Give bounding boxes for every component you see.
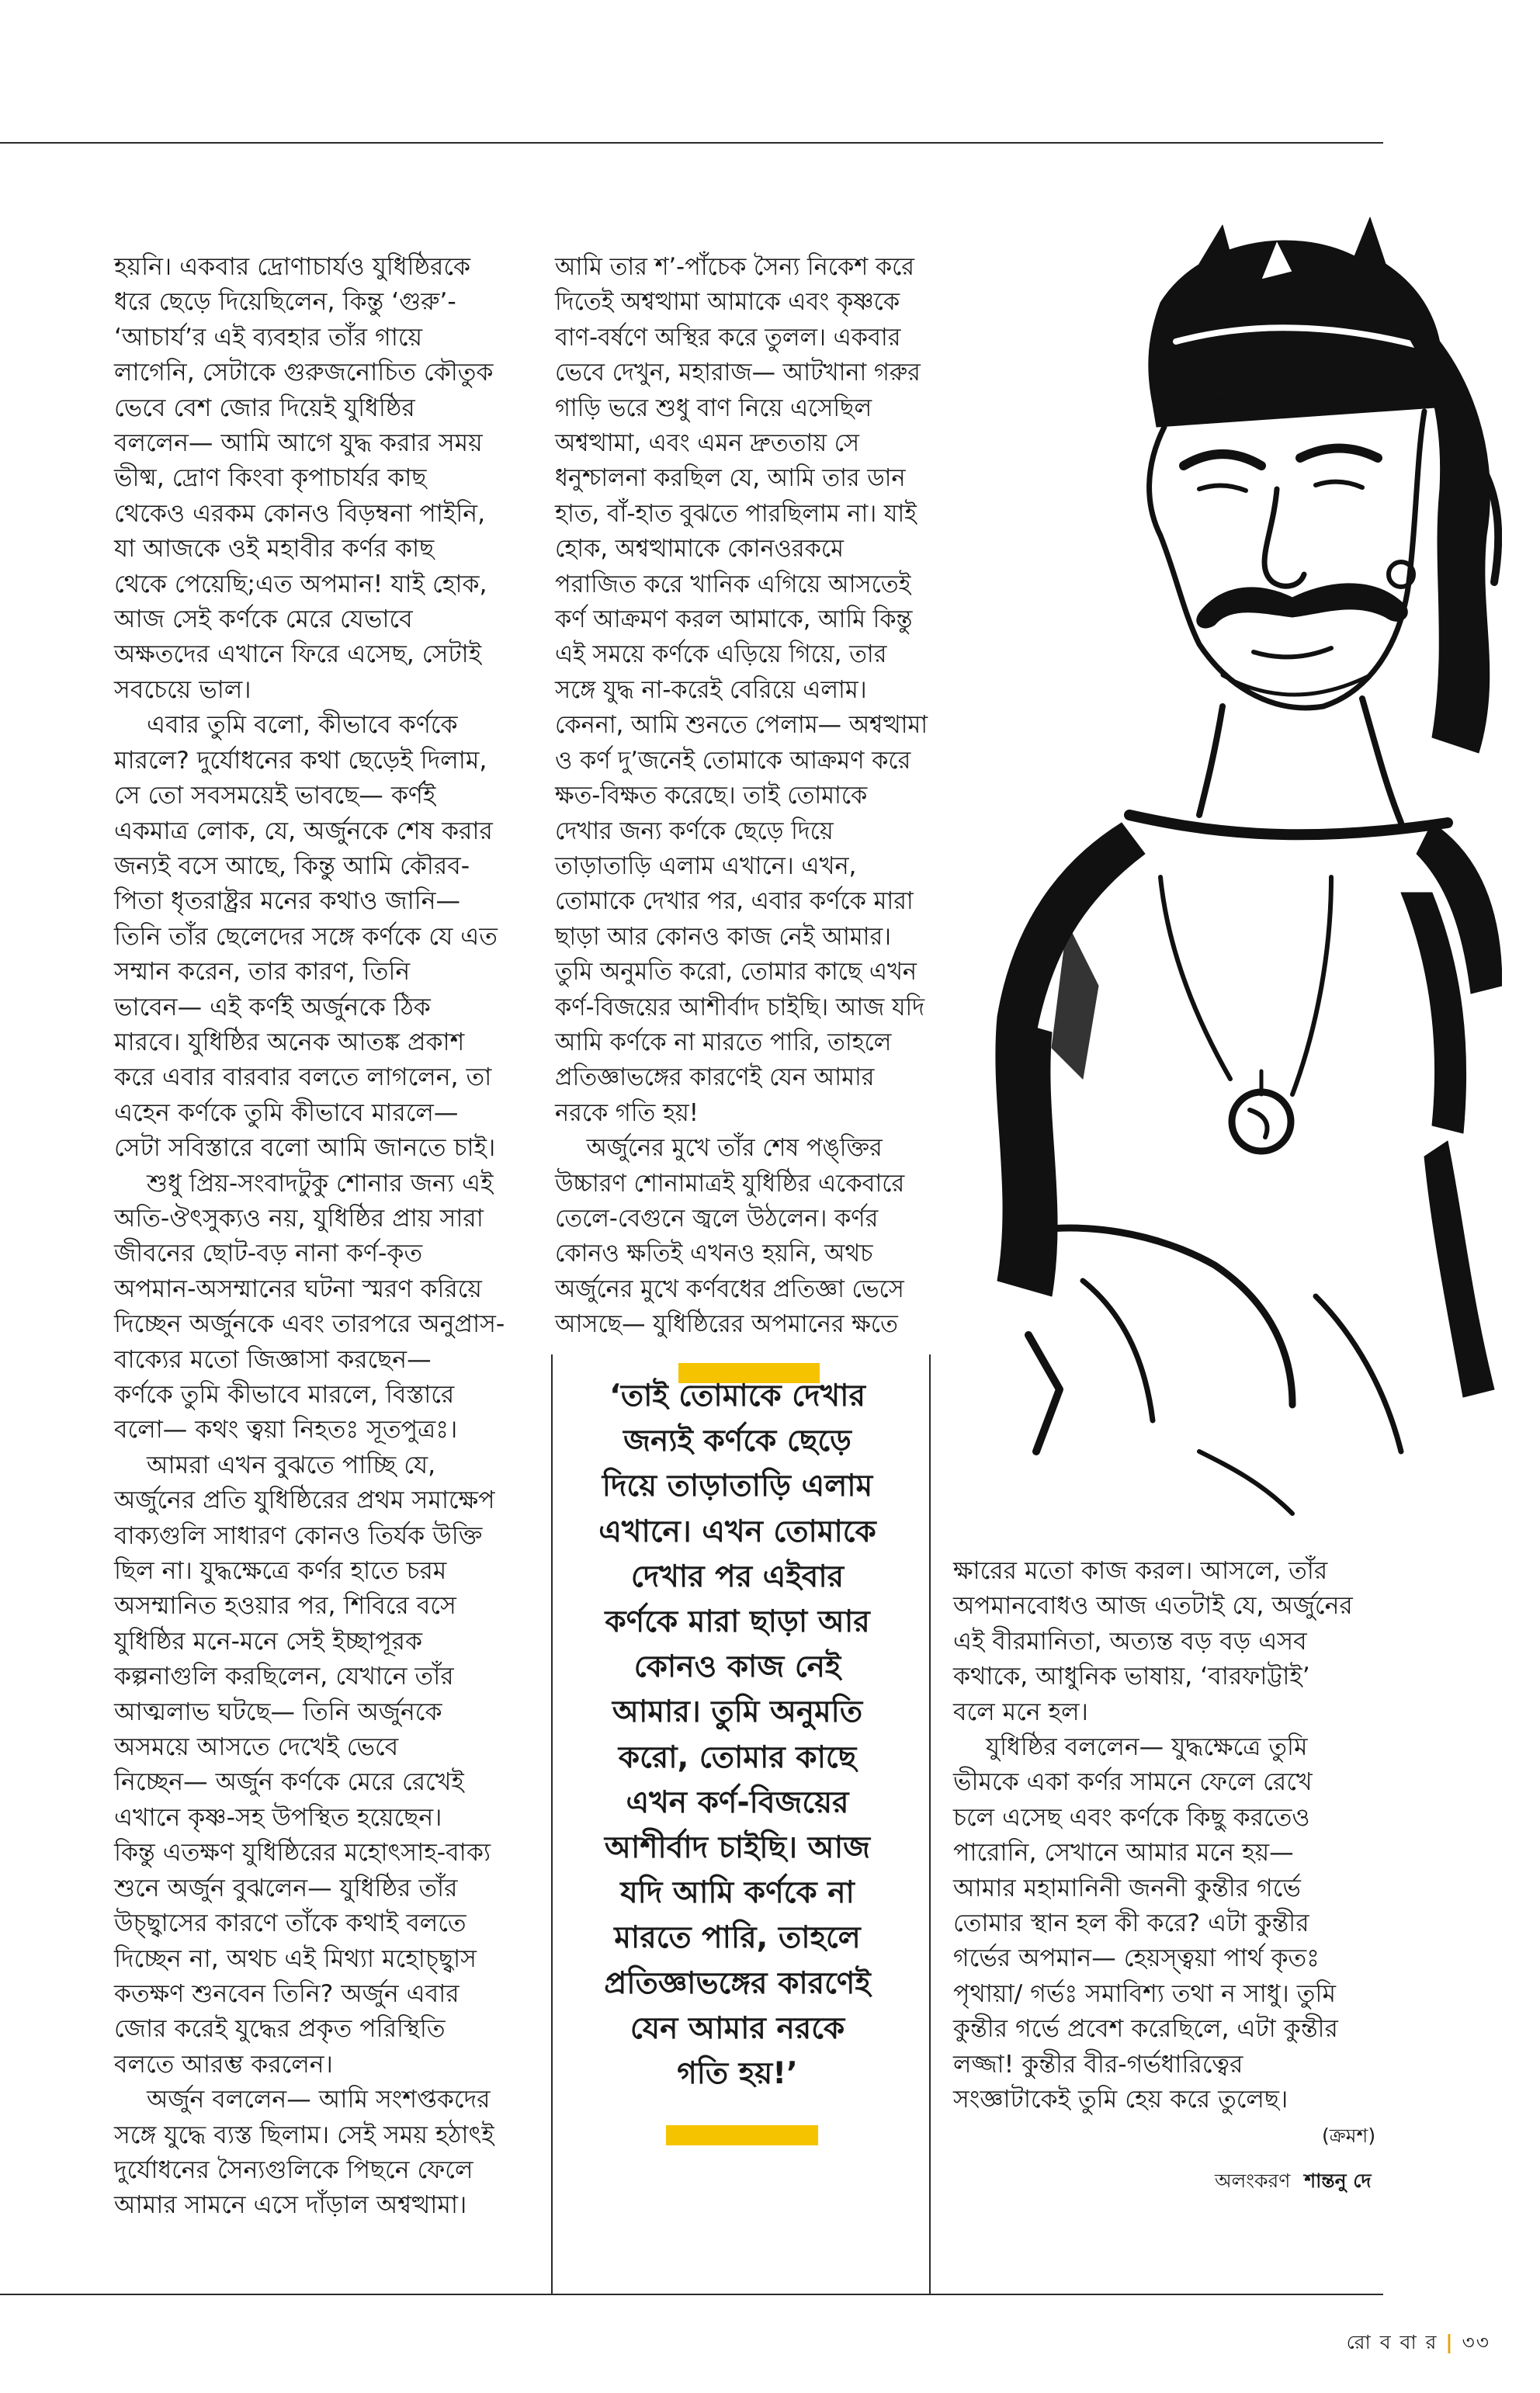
- text-line: ভাবেন— এই কর্ণই অর্জুনকে ঠিক: [114, 993, 431, 1021]
- credit-label: অলংকরণ: [1215, 2169, 1291, 2192]
- text-line: যুধিষ্ঠির মনে-মনে সেই ইচ্ছাপূরক: [114, 1627, 423, 1656]
- text-line: শুধু প্রিয়-সংবাদটুকু শোনার জন্য এই: [147, 1169, 494, 1198]
- text-line: দিচ্ছেন না, অথচ এই মিথ্যা মহোচ্ছ্বাস: [114, 1944, 477, 1973]
- text-line: একমাত্র লোক, যে, অর্জুনকে শেষ করার: [114, 817, 493, 845]
- text-line: আজ সেই কর্ণকে মেরে যেভাবে: [114, 605, 413, 634]
- pullquote-line: যদি আমি কর্ণকে না: [620, 1875, 855, 1911]
- text-line: চলে এসেছ এবং কর্ণকে কিছু করতেও: [953, 1803, 1310, 1832]
- text-line: কেননা, আমি শুনতে পেলাম— অশ্বত্থামা: [555, 711, 928, 740]
- text-line: অসম্মানিত হওয়ার পর, শিবিরে বসে: [114, 1592, 456, 1621]
- text-line: সম্মান করেন, তার কারণ, তিনি: [114, 958, 411, 987]
- text-line: গর্ভের অপমান— হেয়স্ত্বয়া পার্থ কৃতঃ: [953, 1944, 1320, 1973]
- text-line: ধরে ছেড়ে দিয়েছিলেন, কিন্তু ‘গুরু’-: [114, 288, 456, 317]
- text-line: জন্যই বসে আছে, কিন্তু আমি কৌরব-: [114, 851, 470, 880]
- text-line: কর্ণ আক্রমণ করল আমাকে, আমি কিন্তু: [555, 605, 913, 634]
- text-line: করে এবার বারবার বলতে লাগলেন, তা: [114, 1063, 492, 1092]
- pullquote-line: কর্ণকে মারা ছাড়া আর: [605, 1604, 870, 1640]
- text-line: মারবে। যুধিষ্ঠির অনেক আতঙ্ক প্রকাশ: [114, 1028, 465, 1056]
- article-column-1: [114, 250, 505, 2224]
- text-line: কল্পনাগুলি করছিলেন, যেখানে তাঁর: [114, 1663, 454, 1691]
- text-line: থেকেও এরকম কোনও বিড়ম্বনা পাইনি,: [114, 499, 486, 528]
- text-line: কর্ণকে তুমি কীভাবে মারলে, বিস্তারে: [114, 1381, 455, 1409]
- text-line: তুমি অনুমতি করো, তোমার কাছে এখন: [555, 958, 917, 987]
- text-line: বলে মনে হল।: [953, 1698, 1088, 1726]
- page-footer: [1347, 2327, 1490, 2360]
- text-line: তোমাকে দেখার পর, এবার কর্ণকে মারা: [555, 887, 914, 916]
- text-line: তেলে-বেগুনে জ্বলে উঠলেন। কর্ণর: [555, 1204, 879, 1233]
- text-line: অক্ষতদের এখানে ফিরে এসেছ, সেটাই: [114, 640, 482, 669]
- text-line: উচ্ছ্বাসের কারণে তাঁকে কথাই বলতে: [114, 1909, 467, 1938]
- text-line: অর্জুন বললেন— আমি সংশপ্তকদের: [147, 2086, 491, 2114]
- text-line: লাগেনি, সেটাকে গুরুজনোচিত কৌতুক: [114, 359, 494, 387]
- continued-note: (ক্রমশ): [1322, 2124, 1376, 2147]
- text-line: অর্জুনের মুখে কর্ণবধের প্রতিজ্ঞা ভেসে: [555, 1275, 904, 1303]
- text-line: এখানে কৃষ্ণ-সহ উপস্থিত হয়েছেন।: [114, 1803, 442, 1832]
- warrior-illustration: [966, 210, 1502, 1521]
- text-line: এই সময়ে কর্ণকে এড়িয়ে গিয়ে, তার: [555, 640, 887, 669]
- text-line: জীবনের ছোট-বড় নানা কর্ণ-কৃত: [114, 1240, 423, 1268]
- text-line: ভীমকে একা কর্ণর সামনে ফেলে রেখে: [953, 1768, 1313, 1797]
- text-line: আসছে— যুধিষ্ঠিরের অপমানের ক্ষতে: [555, 1310, 898, 1339]
- footer-separator: |: [1445, 2331, 1455, 2353]
- pullquote-line: মারতে পারি, তাহলে: [614, 1920, 861, 1956]
- text-line: অপমান-অসম্মানের ঘটনা স্মরণ করিয়ে: [114, 1275, 482, 1303]
- column-divider-right: [929, 1354, 931, 2294]
- text-line: বললেন— আমি আগে যুদ্ধ করার সময়: [114, 429, 483, 458]
- illustration-credit: [1215, 2166, 1372, 2199]
- text-line: তাড়াতাড়ি এলাম এখানে। এখন,: [555, 851, 857, 880]
- text-line: বাক্যের মতো জিজ্ঞাসা করছেন—: [114, 1345, 432, 1374]
- text-line: আমরা এখন বুঝতে পাচ্ছি যে,: [147, 1451, 436, 1479]
- text-line: পৃথায়া/ গর্ভঃ সমাবিশ্য তথা ন সাধু। তুমি: [953, 1979, 1336, 2008]
- text-line: অর্জুনের প্রতি যুধিষ্ঠিরের প্রথম সমাক্ষেপ: [114, 1486, 495, 1515]
- pullquote-line: এখন কর্ণ-বিজয়ের: [626, 1784, 849, 1820]
- pullquote-line: করো, তোমার কাছে: [618, 1739, 857, 1775]
- text-line: তিনি তাঁর ছেলেদের সঙ্গে কর্ণকে যে এত: [114, 922, 498, 951]
- text-line: পরাজিত করে খানিক এগিয়ে আসতেই: [555, 570, 911, 598]
- text-line: দিতেই অশ্বত্থামা আমাকে এবং কৃষ্ণকে: [555, 288, 900, 317]
- text-line: থেকে পেয়েছি;এত অপমান! যাই হোক,: [114, 570, 487, 598]
- text-line: শুনে অর্জুন বুঝলেন— যুধিষ্ঠির তাঁর: [114, 1874, 458, 1902]
- text-line: দিচ্ছেন অর্জুনকে এবং তারপরে অনুপ্রাস-: [114, 1310, 505, 1339]
- pullquote-line: আমার। তুমি অনুমতি: [612, 1694, 863, 1730]
- credit-artist: শান্তনু দে: [1304, 2169, 1372, 2192]
- text-line: পারোনি, সেখানে আমার মনে হয়—: [953, 1839, 1294, 1868]
- text-line: গাড়ি ভরে শুধু বাণ নিয়ে এসেছিল: [555, 394, 872, 422]
- text-line: ধনুশ্চালনা করছিল যে, আমি তার ডান: [555, 464, 906, 493]
- text-line: ‘আচার্য’র এই ব্যবহার তাঁর গায়ে: [114, 323, 423, 352]
- text-line: বলো— কথং ত্বয়া নিহতঃ সূতপুত্রঃ।: [114, 1416, 458, 1444]
- pullquote-line: দিয়ে তাড়াতাড়ি এলাম: [602, 1469, 873, 1504]
- text-line: সে তো সবসময়েই ভাবছে— কর্ণই: [114, 782, 436, 810]
- text-line: ছাড়া আর কোনও কাজ নেই আমার।: [555, 922, 892, 951]
- text-line: অতি-ঔৎসুক্যও নয়, যুধিষ্ঠির প্রায় সারা: [114, 1204, 484, 1233]
- text-line: ক্ষারের মতো কাজ করল। আসলে, তাঁর: [953, 1557, 1328, 1585]
- text-line: যা আজকে ওই মহাবীর কর্ণর কাছ: [114, 535, 435, 564]
- text-line: কতক্ষণ শুনবেন তিনি? অর্জুন এবার: [114, 1979, 460, 2008]
- text-line: তোমার স্থান হল কী করে? এটা কুন্তীর: [953, 1909, 1309, 1938]
- text-line: অসময়ে আসতে দেখেই ভেবে: [114, 1733, 399, 1762]
- text-line: ভেবে দেখুন, মহারাজ— আটখানা গরুর: [555, 359, 921, 387]
- text-line: কুন্তীর গর্ভে প্রবেশ করেছিলে, এটা কুন্তীর: [953, 2015, 1338, 2044]
- text-line: সেটা সবিস্তারে বলো আমি জানতে চাই।: [114, 1134, 496, 1163]
- pullquote-line: আশীর্বাদ চাইছি। আজ: [604, 1830, 871, 1866]
- text-line: হাত, বাঁ-হাত বুঝতে পারছিলাম না। যাই: [555, 499, 917, 528]
- text-line: এহেন কর্ণকে তুমি কীভাবে মারলে—: [114, 1098, 459, 1127]
- pullquote-line: গতি হয়!’: [677, 2056, 798, 2092]
- text-line: কিন্তু এতক্ষণ যুধিষ্ঠিরের মহোৎসাহ-বাক্য: [114, 1839, 491, 1868]
- text-line: ভেবে বেশ জোর দিয়েই যুধিষ্ঠির: [114, 394, 415, 422]
- article-column-3: [953, 1554, 1353, 2118]
- text-line: জোর করেই যুদ্ধের প্রকৃত পরিস্থিতি: [114, 2015, 446, 2044]
- page-number: ৩৩: [1462, 2331, 1490, 2353]
- text-line: কোনও ক্ষতিই এখনও হয়নি, অথচ: [555, 1240, 873, 1268]
- text-line: অপমানবোধও আজ এতটাই যে, অর্জুনের: [953, 1592, 1353, 1621]
- text-line: হোক, অশ্বত্থামাকে কোনওরকমে: [555, 535, 844, 564]
- pullquote: [556, 1374, 919, 2096]
- text-line: মারলে? দুর্যোধনের কথা ছেড়েই দিলাম,: [114, 746, 487, 775]
- text-line: কর্ণ-বিজয়ের আশীর্বাদ চাইছি। আজ যদি: [555, 993, 925, 1021]
- text-line: আমার মহামানিনী জননী কুন্তীর গর্ভে: [953, 1874, 1301, 1902]
- pullquote-line: কোনও কাজ নেই: [633, 1649, 841, 1685]
- article-column-2: [555, 250, 942, 1343]
- magazine-name: রো ব বা র: [1346, 2331, 1438, 2353]
- text-line: সংজ্ঞাটাকেই তুমি হেয় করে তুলেছ।: [953, 2086, 1289, 2114]
- pullquote-bottom-bar: [666, 2125, 818, 2145]
- text-line: ক্ষত-বিক্ষত করেছে। তাই তোমাকে: [555, 782, 868, 810]
- pullquote-line: এখানে। এখন তোমাকে: [598, 1514, 876, 1549]
- pullquote-line: প্রতিজ্ঞাভঙ্গের কারণেই: [604, 1965, 871, 2001]
- text-line: কথাকে, আধুনিক ভাষায়, ‘বারফাট্টাই’: [953, 1663, 1310, 1691]
- text-line: আমার সামনে এসে দাঁড়াল অশ্বত্থামা।: [114, 2191, 467, 2220]
- text-line: উচ্চারণ শোনামাত্রই যুধিষ্ঠির একেবারে: [555, 1169, 905, 1198]
- text-line: আমি কর্ণকে না মারতে পারি, তাহলে: [555, 1028, 892, 1056]
- text-line: পিতা ধৃতরাষ্ট্রর মনের কথাও জানি—: [114, 887, 461, 916]
- text-line: এই বীরমানিতা, অত্যন্ত বড় বড় এসব: [953, 1627, 1307, 1656]
- text-line: যুধিষ্ঠির বললেন— যুদ্ধক্ষেত্রে তুমি: [986, 1733, 1308, 1762]
- text-line: অশ্বত্থামা, এবং এমন দ্রুততায় সে: [555, 429, 860, 458]
- text-line: বলতে আরম্ভ করলেন।: [114, 2050, 333, 2079]
- text-line: লজ্জা! কুন্তীর বীর-গর্ভধারিত্বের: [953, 2050, 1243, 2079]
- pullquote-line: দেখার পর এইবার: [630, 1559, 845, 1594]
- text-line: সঙ্গে যুদ্ধে ব্যস্ত ছিলাম। সেই সময় হঠাৎই: [114, 2121, 494, 2149]
- text-line: দেখার জন্য কর্ণকে ছেড়ে দিয়ে: [555, 817, 834, 845]
- text-line: নরকে গতি হয়!: [555, 1098, 699, 1127]
- text-line: হয়নি। একবার দ্রোণাচার্যও যুধিষ্ঠিরকে: [114, 253, 471, 281]
- text-line: দুর্যোধনের সৈন্যগুলিকে পিছনে ফেলে: [114, 2155, 473, 2184]
- text-line: ও কর্ণ দু’জনেই তোমাকে আক্রমণ করে: [555, 746, 911, 775]
- pullquote-line: ‘তাই তোমাকে দেখার: [609, 1379, 865, 1413]
- text-line: ছিল না। যুদ্ধক্ষেত্রে কর্ণর হাতে চরম: [114, 1557, 447, 1586]
- text-line: বাণ-বর্ষণে অস্থির করে তুলল। একবার: [555, 323, 901, 352]
- column-divider-left: [551, 1354, 553, 2294]
- text-line: প্রতিজ্ঞাভঙ্গের কারণেই যেন আমার: [555, 1063, 875, 1092]
- text-line: এবার তুমি বলো, কীভাবে কর্ণকে: [147, 711, 458, 740]
- text-line: আমি তার শ’-পাঁচেক সৈন্য নিকেশ করে: [555, 253, 915, 281]
- text-line: নিচ্ছেন— অর্জুন কর্ণকে মেরে রেখেই: [114, 1768, 464, 1797]
- text-line: বাক্যগুলি সাধারণ কোনও তির্যক উক্তি: [114, 1521, 483, 1550]
- text-line: সঙ্গে যুদ্ধ না-করেই বেরিয়ে এলাম।: [555, 675, 867, 704]
- text-line: অর্জুনের মুখে তাঁর শেষ পঙ্‌ক্তির: [586, 1134, 883, 1163]
- pullquote-line: জন্যই কর্ণকে ছেড়ে: [623, 1424, 852, 1459]
- text-line: ভীষ্ম, দ্রোণ কিংবা কৃপাচার্যর কাছ: [114, 464, 427, 493]
- text-line: আত্মলাভ ঘটছে— তিনি অর্জুনকে: [114, 1698, 442, 1726]
- pullquote-line: যেন আমার নরকে: [630, 2010, 845, 2046]
- bottom-rule: [0, 2294, 1383, 2295]
- top-rule: [0, 142, 1383, 144]
- text-line: সবচেয়ে ভাল।: [114, 675, 251, 704]
